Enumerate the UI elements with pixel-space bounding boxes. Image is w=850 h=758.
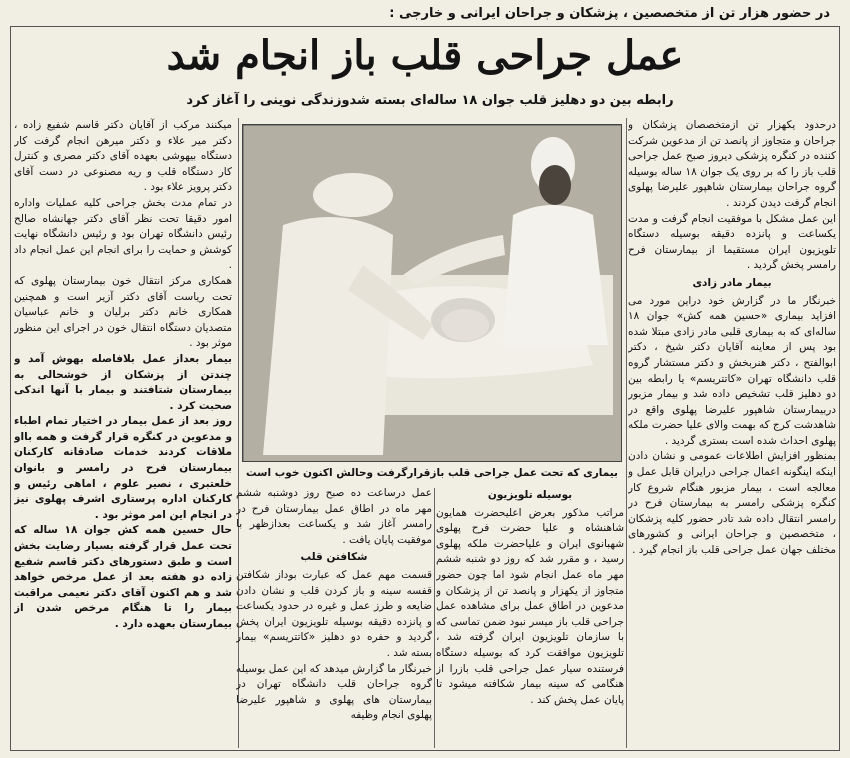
- kicker-line: در حضور هزار تن از متخصصین ، پزشکان و جراحان ایرانی و خارجی :: [389, 6, 830, 21]
- paragraph: روز بعد از عمل بیمار در اختیار تمام اطباء و مدعوین در کنگره قرار گرفت و همه بااو ملاقات کردند خدمات صادقانه کارکنان بیمارستان فرح در رامسر و بانوان خلعتبری ، نصیر علوم ، اماهی رئیس و کارکنان اداره پرستاری اشرف پهلوی نیز در انجام این امر موثر بود .: [14, 415, 232, 521]
- paragraph: بیمار بعداز عمل بلافاصله بهوش آمد و چندتن از پزشکان از خوشحالی به بیمارستان شتافتند و بیمار با آنها اندکی صحبت کرد .: [14, 352, 232, 412]
- column-left: [14, 118, 232, 748]
- paragraph: خبرنگار ما گزارش میدهد که این عمل بوسیله گروه جراحان قلب دانشگاه تهران در بیمارستان های پهلوی و شاهپور علیرضا پهلوی انجام وظیفه: [236, 662, 432, 722]
- photo-caption: بیماری که تحت عمل جراحی قلب بازقرارگرفت وحالش اکنون خوب است: [246, 467, 618, 479]
- column-middle-right: [436, 486, 624, 748]
- paragraph: مراتب مذکور بعرض اعلیحضرت همایون شاهنشاه و علیا حضرت فرح پهلوی شهبانوی ایران و علیاحضرت ملکه پهلوی رسید ، و مقرر شد که روز دو شنبه ششم مهر ماه عمل انجام شود اما چون حضور متجاوز از یکهزار و پانصد تن از پزشکان و مدعوین در اطاق عمل برای مشاهده عمل جراحی قلب باز میسر نبود ضمن تماسی که با سازمان تلویزیون ایران گرفته شد ، تلویزیون موافقت کرد که بوسیله دستگاه فرستنده سیار عمل جراحی قلب بازرا از هنگامی که سینه بیمار شکافته میشود تا پایان عمل پخش کند .: [436, 506, 624, 706]
- photo-illustration: [243, 125, 622, 462]
- paragraph: قسمت مهم عمل که عبارت بوداز شکافتن قفسه سینه و باز کردن قلب و نشان دادن ضایعه و طرز عمل و غیره در حدود یکساعت و پانزده دقیقه بوسیله تلویزیون ایران پخش گردید و حفره دو دهلیز «کاتتریسم» بیمار بسته شد .: [236, 568, 432, 659]
- surgery-photo: [242, 124, 622, 462]
- section-heading: بیمار مادر زادی: [692, 276, 772, 289]
- section-heading: بوسیله تلویزیون: [487, 489, 573, 501]
- subheadline: رابطه بین دو دهلیز قلب جوان ۱۸ ساله‌ای بسته شدوزندگی نوینی را آغاز کرد: [186, 93, 674, 108]
- paragraph: حال حسین همه کش جوان ۱۸ ساله که تحت عمل قرار گرفته بسیار رضایت بخش است و طبق دستورهای دکتر قاسم شفیع زاده دو هفته بعد از عمل مرخص خواهد شد و هم اکنون آقای دکتر نعیمی مراقبت بیمار را تا هنگام مرخص شدن از بیمارستان بعهده دارد .: [14, 524, 232, 630]
- paragraph: میکنند مرکب از آقایان دکتر قاسم شفیع زاده ، دکتر میر علاء و دکتر میرهن انجام گرفت کار دستگاه بیهوشی بعهده آقای دکتر مصری و کنترل کار دستگاه قلب و ریه مصنوعی در دست آقای دکتر پرویز علاء بود .: [14, 119, 232, 194]
- column-rule: [626, 118, 627, 748]
- paragraph: عمل درساعت ده صبح روز دوشنبه ششم مهر ماه در اطاق عمل بیمارستان فرح در رامسر آغاز شد و یکساعت بعدازظهر با موفقیت پایان یافت .: [236, 487, 432, 546]
- column-right: [628, 118, 836, 748]
- paragraph: این عمل مشکل با موفقیت انجام گرفت و مدت یکساعت و پانزده دقیقه بوسیله دستگاه تلویزیون ایران مستقیما از بیمارستان فرح رامسر پخش گردید .: [628, 212, 836, 272]
- paragraph: خبرنگار ما در گزارش خود دراین مورد می افزاید بیماری «حسین همه کش» جوان ۱۸ ساله‌ای که به بیماری قلبی مادر زادی مبتلا شده بود پس از معاینه آقایان دکتر شیخ ، دکتر ابوالفتح ، دکتر هنربخش و دکتر مستشار گروه قلب دانشگاه تهران «کاتتریسم» یا رابطه بین دو دهلیز قلب تشخیص داده شد و بیمار مزبور دربیمارستان شاهپور علیرضا پهلوی واقع در شاهدشت کرج که بهمت والای علیا حضرت ملکه پهلوی احداث شده است بستری گردید .: [628, 294, 836, 447]
- headline: عمل جراحی قلب باز انجام شد: [166, 32, 684, 79]
- column-rule: [434, 488, 435, 748]
- paragraph: درحدود یکهزار تن ازمتخصصان پزشکان و جراحان و متجاوز از پانصد تن از مدعوین شرکت کننده در کنگره پزشکی دیروز صبح عمل جراحی قلب باز را که بر روی یک جوان ۱۸ ساله بوسیله گروه جراحان بیمارستان شاهپور علیرضا پهلوی انجام گرفت دیدن کردند .: [628, 119, 836, 209]
- paragraph: بمنظور افزایش اطلاعات عمومی و نشان دادن اینکه اینگونه اعمال جراحی درایران قابل عمل و معالجه است ، بیمار مزبور هنگام شروع کار کنگره پزشکی رامسر به بیمارستان فرح در رامسر انتقال داده شد تادر حضور کلیه پزشکان ، متخصصین و جراحان ایرانی و کشورهای مختلف جهان عمل جراحی قلب باز انجام گیرد .: [628, 450, 836, 557]
- paragraph: همکاری مرکز انتقال خون بیمارستان پهلوی که تحت ریاست آقای دکتر آزیر است و همچنین همکاری خانم دکتر برلیان و خانم عباسیان متصدیان دستگاه انتقال خون در اجرای این منظور موثر بود .: [14, 274, 232, 350]
- column-middle-left: [236, 486, 432, 748]
- section-heading: شکافتن قلب: [300, 551, 368, 564]
- paragraph: در تمام مدت بخش جراحی کلیه عملیات واداره امور دقیقا تحت نظر آقای دکتر جهانشاه صالح رئیس دانشگاه تهران بود و رئیس دانشگاه نهایت کوشش و حمایت را برای انجام این عمل انجام داد .: [14, 196, 232, 272]
